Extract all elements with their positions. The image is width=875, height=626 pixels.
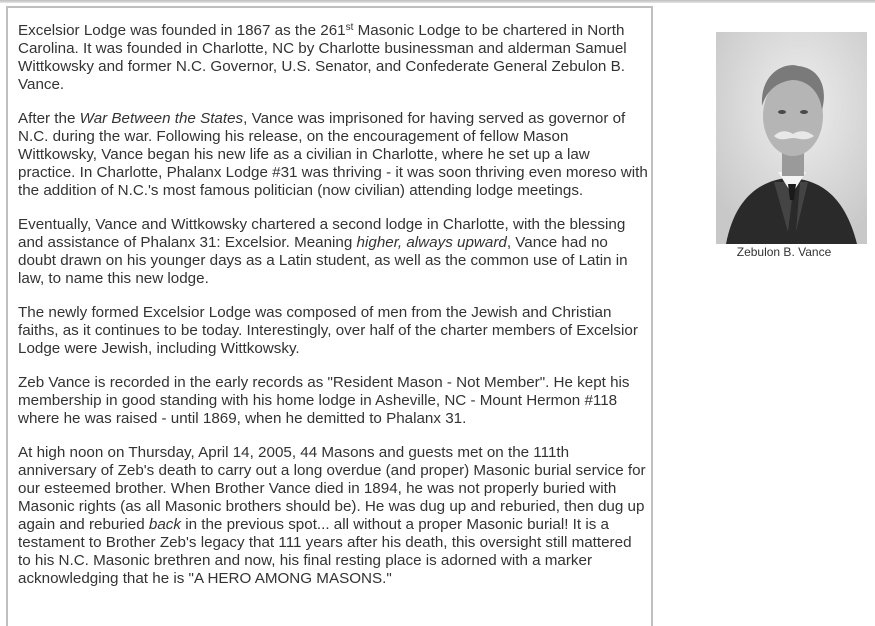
article-body (18, 22, 648, 604)
portrait-photo (716, 32, 867, 244)
paragraph-composition: The newly formed Excelsior Lodge was composed of men from the Jewish and Christian faiths, as it continues to be today. Interestingly, over half of the charter members of Excelsior Lodge were Jewish, including Wittkowsky. (18, 304, 638, 357)
paragraph-founding: Excelsior Lodge was founded in 1867 as the 261st Masonic Lodge to be chartered in North Carolina. It was founded in Charlotte, NC by Charlotte businessman and alderman Samuel Wittkowsky and former N.C. Governor, U.S. Senator, and Confederate General Zebulon B. Vance. (18, 22, 627, 93)
portrait-caption: Zebulon B. Vance (736, 245, 832, 259)
paragraph-excelsior-meaning: Eventually, Vance and Wittkowsky chartered a second lodge in Charlotte, with the blessing and assistance of Phalanx 31: Excelsior. Meaning higher, always upward, Vance had no doubt drawn on his younger days as a Latin student, as well as the common use of Latin in law, to name this new lodge. (18, 216, 628, 287)
paragraph-records: Zeb Vance is recorded in the early records as "Resident Mason - Not Member". He kept his membership in good standing with his home lodge in Asheville, NC - Mount Hermon #118 where he was raised - until 1869, when he demitted to Phalanx 31. (18, 374, 630, 427)
article-panel (6, 6, 653, 626)
paragraph-after-war: After the War Between the States, Vance was imprisoned for having served as governor of N.C. during the war. Following his release, on the encouragement of fellow Mason Wittkowsky, Vance began his new life as a civilian in Charlotte, where he set up a law practice. In Charlotte, Phalanx Lodge #31 was thriving - it was soon thriving even moreso with the addition of N.C.'s most famous politician (now civilian) attending lodge meetings. (18, 110, 648, 199)
paragraph-burial: At high noon on Thursday, April 14, 2005, 44 Masons and guests met on the 111th anniversary of Zeb's death to carry out a long overdue (and proper) Masonic burial service for our esteemed brother. When Brother Vance died in 1894, he was not properly buried with Masonic rights (as all Masonic brothers should be). He was dug up and reburied, then dug up again and reburied back in the previous spot... all without a proper Masonic burial! It is a testament to Brother Zeb's legacy that 111 years after his death, this oversight still mattered to his N.C. Masonic brethren and now, his final resting place is adorned with a marker acknowledging that he is "A HERO AMONG MASONS." (18, 444, 646, 587)
portrait-image (716, 32, 867, 244)
portrait-figure (716, 32, 867, 259)
top-rule (0, 0, 875, 3)
